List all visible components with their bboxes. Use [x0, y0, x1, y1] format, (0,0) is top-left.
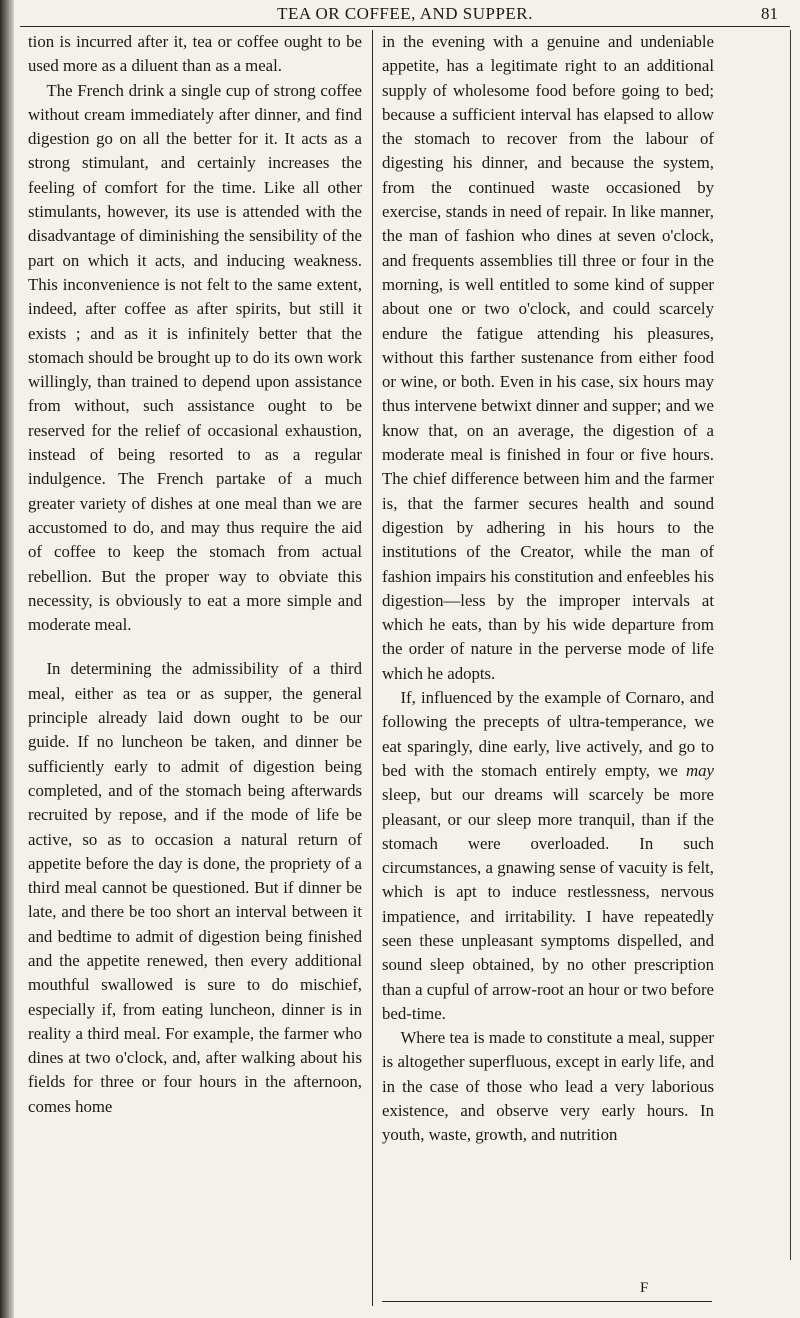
paragraph — [382, 686, 714, 1026]
right-border-rule — [790, 30, 791, 1260]
paragraph: In determining the admissibility of a third meal, either as tea or as supper, the general principle already laid down ought to be our guide. If no luncheon be taken, and dinner be sufficiently early to admit of digestion being completed, and of the stomach being afterwards recruited by repose, and if the mode of life be active, so as to occasion a natural return of appetite before the day is done, the propriety of a third meal cannot be questioned. But if dinner be late, and there be too short an interval between it and bedtime to admit of digestion being finished and the appetite renewed, then every additional mouthful swallowed is sure to do mischief, especially if, from eating luncheon, dinner is in reality a third meal. For example, the farmer who dines at two o'clock, and, after walking about his fields for three or four hours in the afternoon, comes home — [28, 659, 362, 1116]
left-column — [28, 30, 362, 1310]
page-header — [20, 2, 790, 27]
paragraph-text: sleep, but our dreams will scarcely be more pleasant, or our sleep more tranquil, than if the stomach were overloaded. In such circumstances, a gnawing sense of vacuity is felt, which is apt to induce restlessness, nervous impatience, and irritability. I have repeatedly seen these unpleasant symptoms dispelled, and sound sleep obtained, by no other prescription than a cupful of arrow-root an hour or two before bed-time. — [382, 785, 714, 1023]
paragraph: tion is incurred after it, tea or coffee ought to be used more as a diluent than as a meal. — [28, 32, 362, 76]
paragraph-text: If, influenced by the example of Cornaro, and following the precepts of ultra-temperance, we eat sparingly, dine early, live actively, and go to bed with the stomach entirely empty, we — [382, 688, 714, 780]
signature-mark: F — [640, 1280, 649, 1296]
footer-rule — [382, 1301, 712, 1302]
paragraph: The French drink a single cup of strong coffee without cream immediately after dinner, and find digestion go on all the better for it. It acts as a strong stimulant, and certainly increases the feeling of comfort for the time. Like all other stimulants, however, its use is attended with the disadvantage of diminishing the sensibility of the part on which it acts, and inducing weakness. This inconvenience is not felt to the same extent, indeed, after coffee as after spirits, but still it exists ; and as it is infinitely better that the stomach should be brought up to do its own work willingly, than trained to depend upon assistance from without, such assistance ought to be reserved for the relief of occasional exhaustion, instead of being resorted to as a regular indulgence. The French partake of a much greater variety of dishes at one meal than we are accustomed to do, and may thus require the aid of coffee to keep the stomach from actual rebellion. But the proper way to obviate this necessity, is obviously to eat a more simple and moderate meal. — [28, 80, 362, 635]
running-head: TEA OR COFFEE, AND SUPPER. — [277, 4, 533, 23]
page-number: 81 — [761, 4, 778, 23]
page-binding-shadow — [0, 0, 14, 1318]
emphasis: may — [686, 760, 714, 780]
column-divider — [372, 30, 373, 1306]
paragraph: in the evening with a genuine and undeniable appetite, has a legitimate right to an additional supply of wholesome food before going to bed; because a sufficient interval has elapsed to allow the stomach to recover from the labour of digesting his dinner, and because the system, from the continued waste occasioned by exercise, stands in need of repair. In like manner, the man of fashion who dines at seven o'clock, and frequents assemblies till three or four in the morning, is well entitled to some kind of supper about one or two o'clock, and could scarcely endure the fatigue attending his pleasures, without this farther sustenance from either food or wine, or both. Even in his case, six hours may thus intervene betwixt dinner and supper; and we know that, on an average, the digestion of a moderate meal is finished in four or five hours. The chief difference between him and the farmer is, that the farmer secures health and sound digestion by adhering in his hours to the institutions of the Creator, while the man of fashion impairs his constitution and enfeebles his digestion—less by the improper intervals at which he eats, than by his wide departure from the order of nature in the perverse mode of life which he adopts. — [382, 32, 714, 683]
right-column — [382, 30, 714, 1310]
paragraph: Where tea is made to constitute a meal, supper is altogether superfluous, except in early life, and in the case of those who lead a very laborious existence, and observe very early hours. In youth, waste, growth, and nutrition — [382, 1028, 714, 1145]
